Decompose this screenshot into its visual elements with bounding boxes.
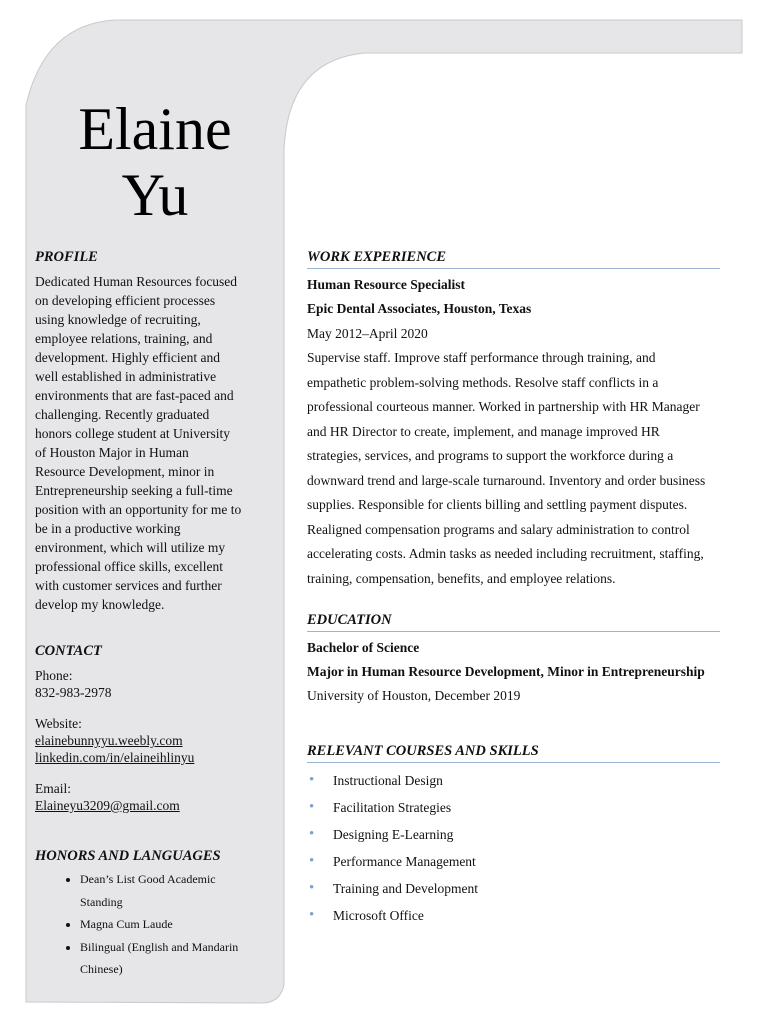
skills-list [307,767,478,929]
email-link[interactable]: Elaineyu3209@gmail.com [35,798,180,813]
education-heading: EDUCATION [307,612,392,628]
profile-line: Entrepreneurship seeking a full-time [35,483,233,498]
profile-line: honors college student at University [35,426,230,441]
honor-item [80,913,265,936]
honor-text-cont: Chinese) [80,962,123,976]
profile-heading: PROFILE [35,249,98,265]
honor-item [80,868,265,913]
honor-text: Bilingual (English and Mandarin [80,939,239,954]
email-label: Email: [35,781,71,796]
profile-line: development. Highly efficient and [35,350,220,365]
profile-line: Dedicated Human Resources focused [35,274,238,289]
honors-heading: HONORS AND LANGUAGES [35,848,221,864]
degree: Bachelor of Science [307,640,420,655]
job-title: Human Resource Specialist [307,277,465,292]
profile-line: professional office skills, excellent [35,559,223,574]
linkedin-link[interactable]: linkedin.com/in/elaineihlinyu [35,750,195,765]
job-description [307,346,720,591]
candidate-name [26,96,284,228]
profile-line: challenging. Recently graduated [35,407,210,422]
profile-line: environments that are fast-paced and [35,388,234,403]
contact-heading: CONTACT [35,643,102,659]
profile-line: with customer services and further [35,578,222,593]
honor-text-cont: Standing [80,894,123,909]
profile-line: on developing efficient processes [35,293,216,308]
profile-line: employee relations, training, and [35,331,213,346]
skill-item: • Designing E-Learning [307,821,478,848]
profile-line: be in a productive working [35,521,181,536]
skill-item: • Instructional Design [307,767,478,794]
job-description-line: strategies, services, and programs to support the workforce during a [307,448,674,463]
job-description-line: supplies. Responsible for clients billing and settling payment disputes. [307,497,688,512]
education-divider [307,631,720,632]
last-name: Yu [121,162,189,228]
job-description-line: Realigned compensation programs and salary administration to control [307,521,690,537]
work-heading: WORK EXPERIENCE [307,249,447,265]
work-divider [307,268,720,269]
honor-item [80,936,265,981]
first-name: Elaine [78,96,232,162]
website-link[interactable]: elainebunnyyu.weebly.com [35,733,183,748]
profile-line: environment, which will utilize my [35,540,226,555]
skill-item: • Facilitation Strategies [307,794,478,821]
skills-divider [307,762,720,763]
phone-value: 832-983-2978 [35,685,112,700]
job-company: Epic Dental Associates, Houston, Texas [307,301,532,316]
school: University of Houston, December 2019 [307,688,521,703]
profile-line: position with an opportunity for me to [35,502,242,517]
profile-line: well established in administrative [35,369,217,384]
job-description-line: accelerating costs. Admin tasks as needed including recruitment, staffing, [307,546,704,561]
skills-heading: RELEVANT COURSES AND SKILLS [307,743,539,759]
phone-label: Phone: [35,668,73,683]
honors-list [35,868,265,981]
profile-line: develop my knowledge. [35,597,165,612]
profile-line: Resource Development, minor in [35,464,215,479]
job-description-line: training, compensation, benefits, and employee relations. [307,570,616,586]
skill-item: • Performance Management [307,848,478,875]
job-description-line: Supervise staff. Improve staff performance through training, and [307,350,656,365]
job-dates: May 2012–April 2020 [307,326,428,341]
profile-line: of Houston Major in Human [35,445,189,460]
job-description-line: downward trend and large-scale turnaround. Inventory and order business [307,472,706,488]
profile-text [35,272,253,614]
skill-item: • Training and Development [307,875,478,902]
honor-text: Magna Cum Laude [80,917,173,931]
job-description-line: professional courteous manner. Worked in partnership with HR Manager [307,399,700,414]
job-description-line: empathetic problem-solving methods. Resolve staff conflicts in a [307,374,659,390]
job-description-line: and HR Director to create, implement, and manage improved HR [307,423,660,439]
honor-text: Dean’s List Good Academic [80,872,216,886]
skill-item: • Microsoft Office [307,902,478,929]
website-label: Website: [35,716,82,731]
major: Major in Human Resource Development, Minor in Entrepreneurship [307,664,705,679]
profile-line: using knowledge of recruiting, [35,312,201,327]
